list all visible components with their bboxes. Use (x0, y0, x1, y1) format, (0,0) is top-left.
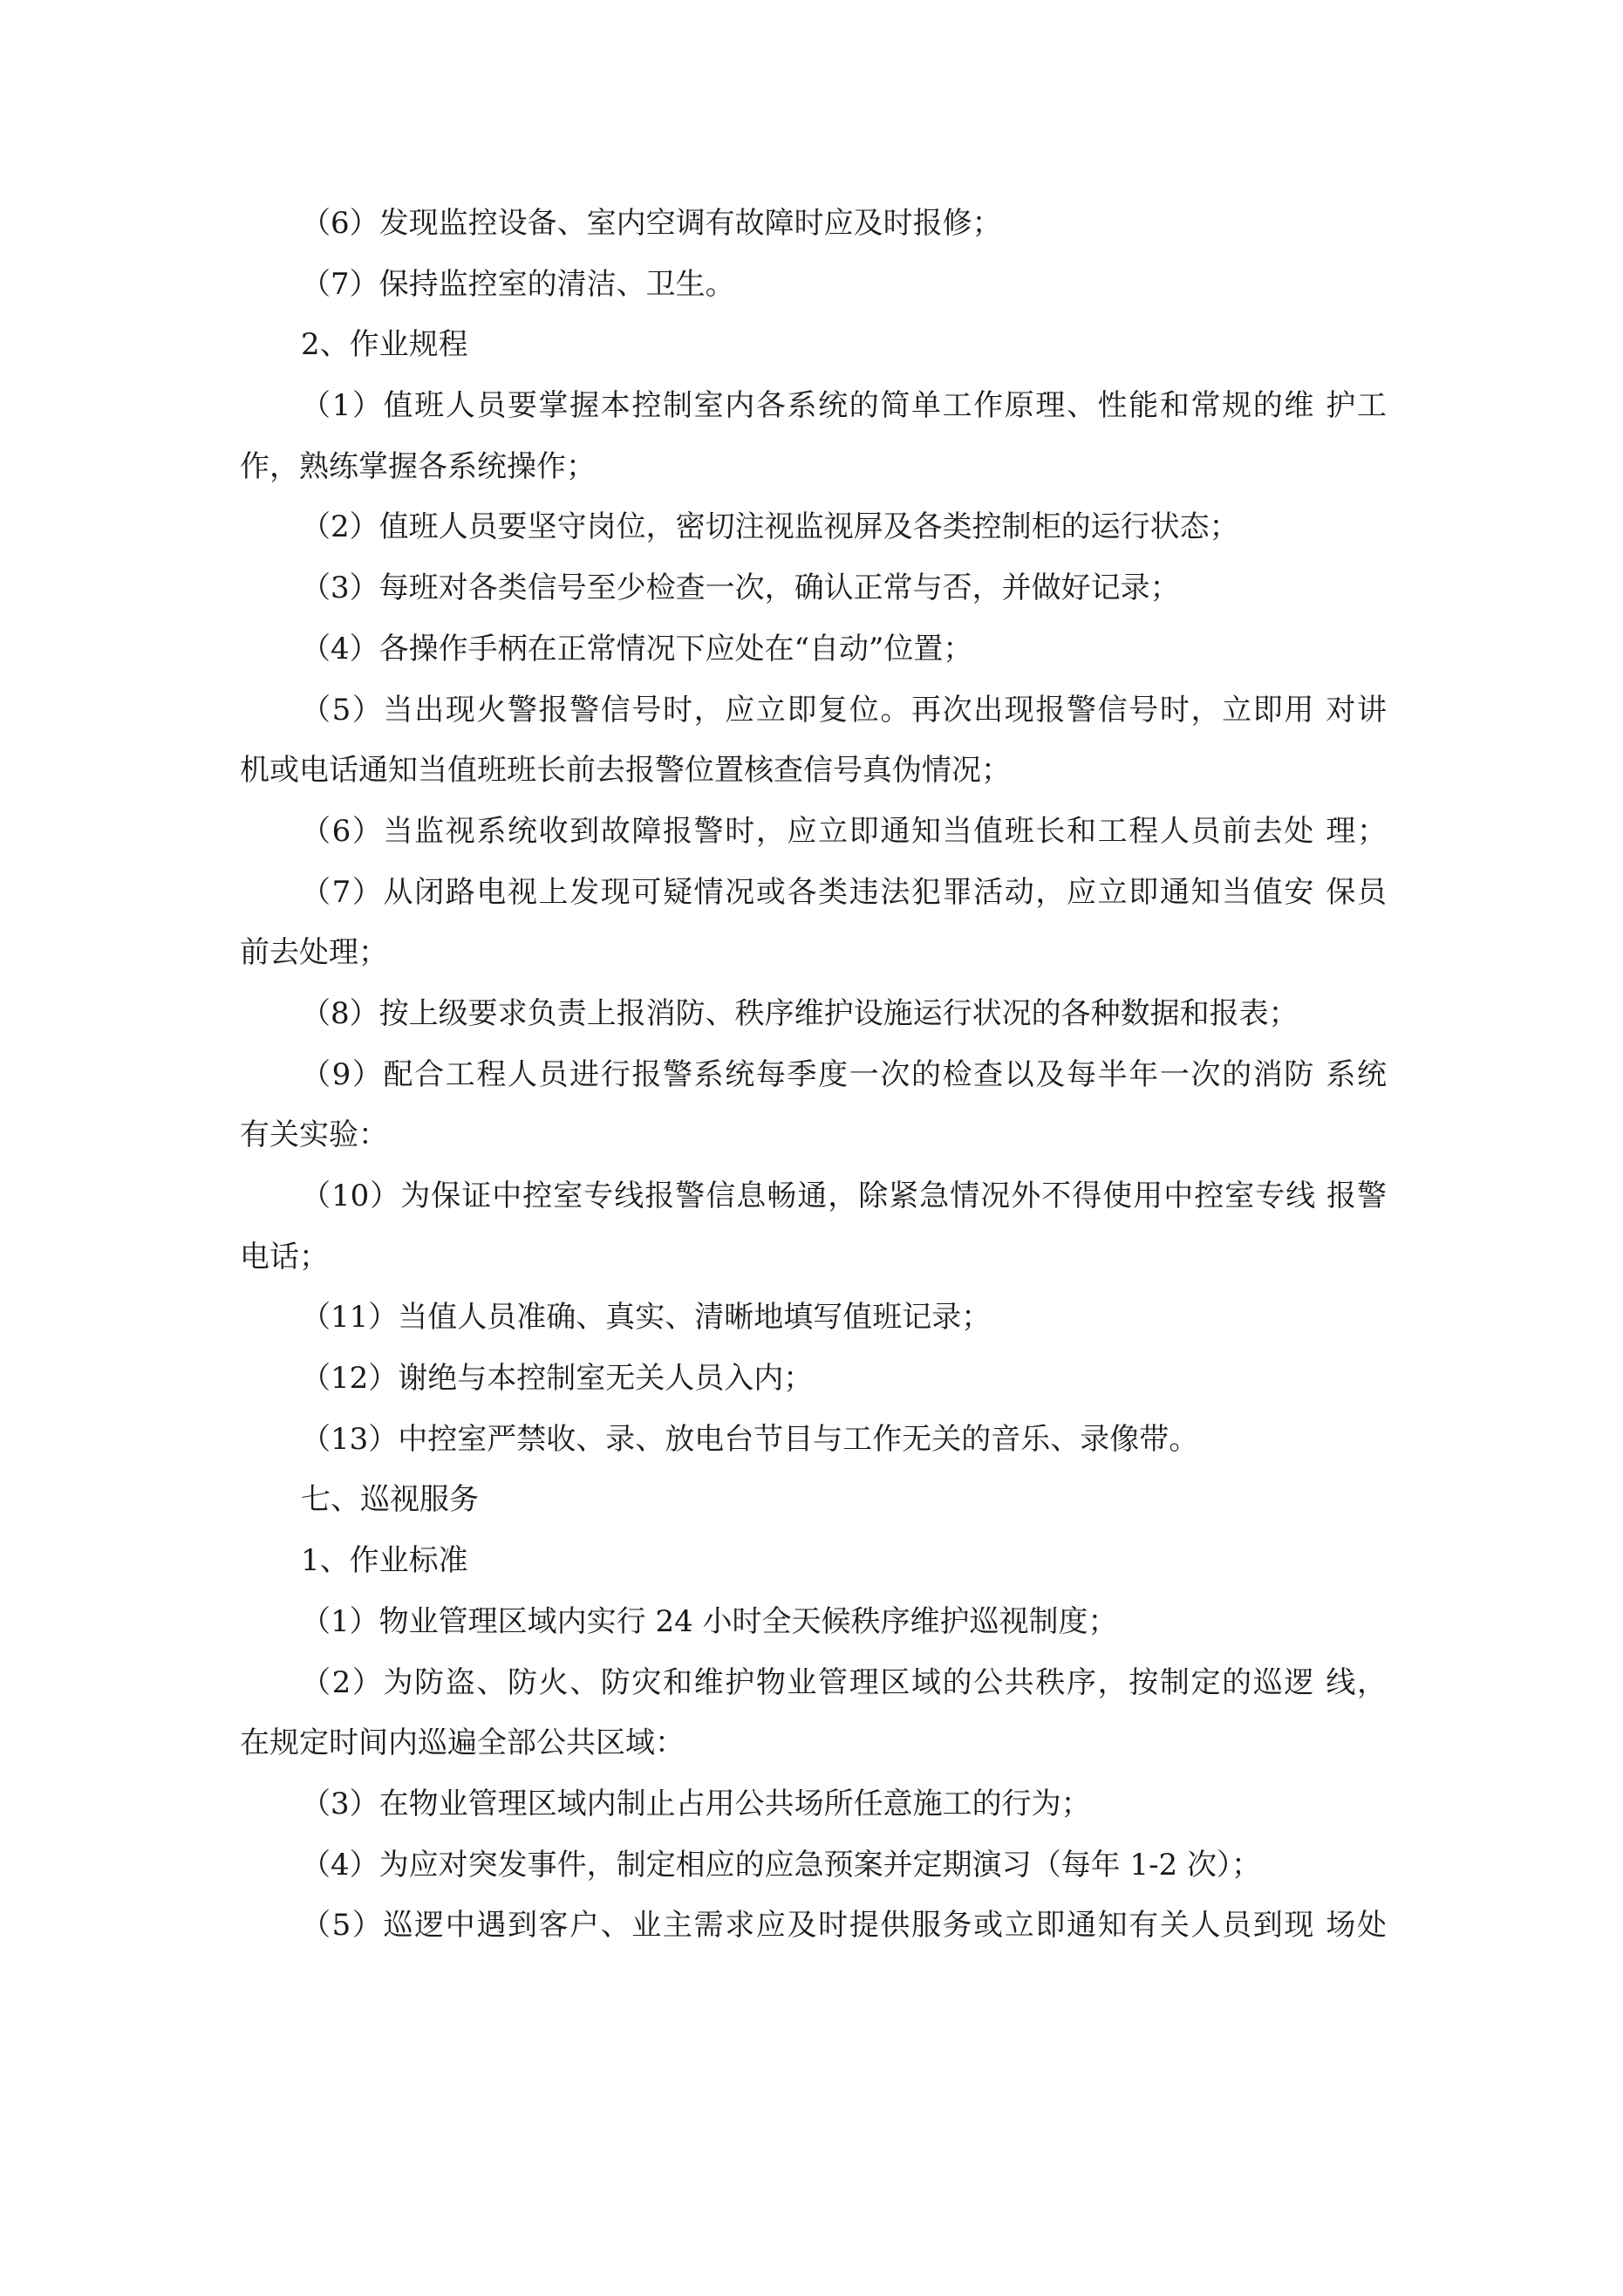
text-line: （7）从闭路电视上发现可疑情况或各类违法犯罪活动，应立即通知当值安 保员 (301, 874, 1387, 910)
text-line: （5）巡逻中遇到客户、业主需求应及时提供服务或立即通知有关人员到现 场处 (301, 1908, 1387, 1944)
text-line: （3）在物业管理区域内制止占用公共场所任意施工的行为； (301, 1786, 1091, 1821)
text-line: 有关实验： (240, 1117, 388, 1153)
text-line: （12）谢绝与本控制室无关人员入内； (301, 1361, 814, 1397)
text-line: （11）当值人员准确、真实、清晰地填写值班记录； (301, 1300, 992, 1336)
text-line: 机或电话通知当值班班长前去报警位置核查信号真伪情况； (240, 753, 1011, 789)
text-line: （13）中控室严禁收、录、放电台节目与工作无关的音乐、录像带。 (301, 1421, 1199, 1457)
text-line: （2）为防盗、防火、防灾和维护物业管理区域的公共秩序，按制定的巡逻 线， (301, 1664, 1387, 1700)
text-line: 电话； (240, 1239, 329, 1274)
text-line: （9）配合工程人员进行报警系统每季度一次的检查以及每半年一次的消防 系统 (301, 1056, 1387, 1092)
text-line: （8）按上级要求负责上报消防、秩序维护设施运行状况的各种数据和报表； (301, 995, 1299, 1031)
text-line: 1、作业标准 (301, 1543, 468, 1579)
text-line: 在规定时间内巡遍全部公共区域： (240, 1725, 685, 1761)
text-line: （7）保持监控室的清洁、卫生。 (301, 266, 735, 302)
text-line: （3）每班对各类信号至少检查一次，确认正常与否，并做好记录； (301, 571, 1180, 606)
text-line: 2、作业规程 (301, 327, 468, 363)
text-line: 作，熟练掌握各系统操作； (240, 448, 596, 484)
text-line: （1）值班人员要掌握本控制室内各系统的简单工作原理、性能和常规的维 护工 (301, 388, 1387, 424)
text-line: （6）当监视系统收到故障报警时，应立即通知当值班长和工程人员前去处 理； (301, 813, 1387, 849)
text-line: （5）当出现火警报警信号时，应立即复位。再次出现报警信号时，立即用 对讲 (301, 692, 1387, 728)
text-line: （2）值班人员要坚守岗位，密切注视监视屏及各类控制柜的运行状态； (301, 509, 1239, 545)
text-line: （10）为保证中控室专线报警信息畅通，除紧急情况外不得使用中控室专线 报警 (301, 1179, 1387, 1213)
text-line: 七、巡视服务 (301, 1482, 479, 1518)
document-body (240, 194, 1387, 1957)
text-line: 前去处理； (240, 935, 388, 971)
text-line: （1）物业管理区域内实行 24 小时全天候秩序维护巡视制度； (301, 1603, 1118, 1639)
text-line: （4）各操作手柄在正常情况下应处在“自动”位置； (301, 631, 973, 666)
text-line: （6）发现监控设备、室内空调有故障时应及时报修； (301, 206, 1002, 241)
text-line: （4）为应对突发事件，制定相应的应急预案并定期演习（每年 1-2 次）； (301, 1847, 1261, 1883)
